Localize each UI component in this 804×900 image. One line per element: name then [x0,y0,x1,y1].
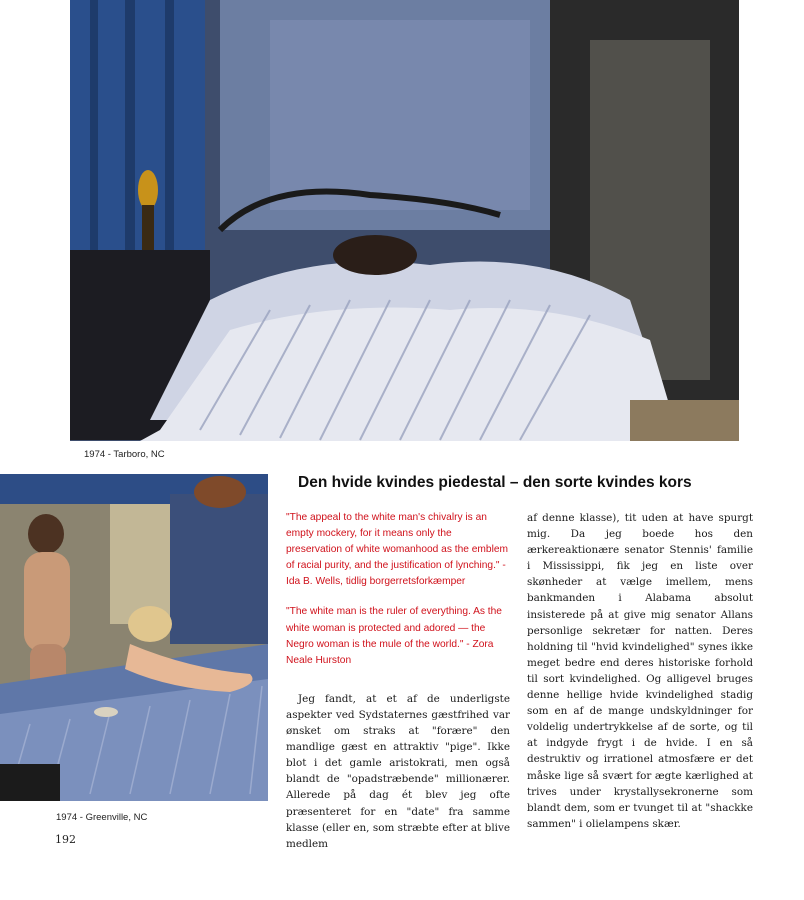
body-paragraph-left: Jeg fandt, at et af de underligste aspekter ved Sydstaternes gæstfrihed var ønsket om straks at "forære" den mandlige gæst en attraktiv "pige". Ikke blot i det gamle aristokrati, men også blandt de "opadstræbende" millionærer. Allerede på dag ét blev jeg ofte præsenteret for en "date" fra samme klasse (eller en, som stræbte efter at blive medlem [286,692,510,850]
article-column-left [286,510,510,852]
quote-ida-b-wells: "The appeal to the white man's chivalry is an empty mockery, for it means only the preservation of white womanhood as the emblem of racial purity, and the justification of lynching." - Ida B. Wells, tidlig borgerretsforkæmper [286,512,508,588]
article-heading: Den hvide kvindes piedestal – den sorte kvindes kors [298,474,692,491]
photo-tarboro [70,0,739,441]
page-number: 192 [55,833,76,846]
photo-caption-top: 1974 - Tarboro, NC [84,449,165,460]
body-paragraph-right: af denne klasse), tit uden at have spurgt mig. Da jeg boede hos den ærkereaktionære senator Stennis' familie i Mississippi, fik jeg en liste over skønheder at vælge imellem, mens bankmanden i Alabama absolut insisterede på at give mig senator Allans personlige sekretær for natten. Deres holdning til "hvid kvindelighed" synes ikke meget bedre end deres historiske forhold til sort kvindelighed. Og alligevel bruges denne hellige hvide kvindelighed stadig som en af de mange undskyldninger for voldelig undertrykkelse af de sorte, og til at indgyde frygt i de hvide. I en så destruktiv og irrationel atmosfære er det måske lige så svært for ægte kærlighed at trives under krystallysekronerne som blandt dem, som er tvunget til at "shackke sammen" i olielampens skær. [527,512,753,830]
quote-zora-neale-hurston: "The white man is the ruler of everything. As the white woman is protected and adored — the Negro woman is the mule of the world." - Zora Neale Hurston [286,606,502,666]
photo-greenville [0,474,268,801]
photo-greenville-illustration [0,474,268,801]
article-column-right [527,510,753,832]
photo-caption-bottom-left: 1974 - Greenville, NC [56,812,148,823]
photo-tarboro-illustration [70,0,739,441]
